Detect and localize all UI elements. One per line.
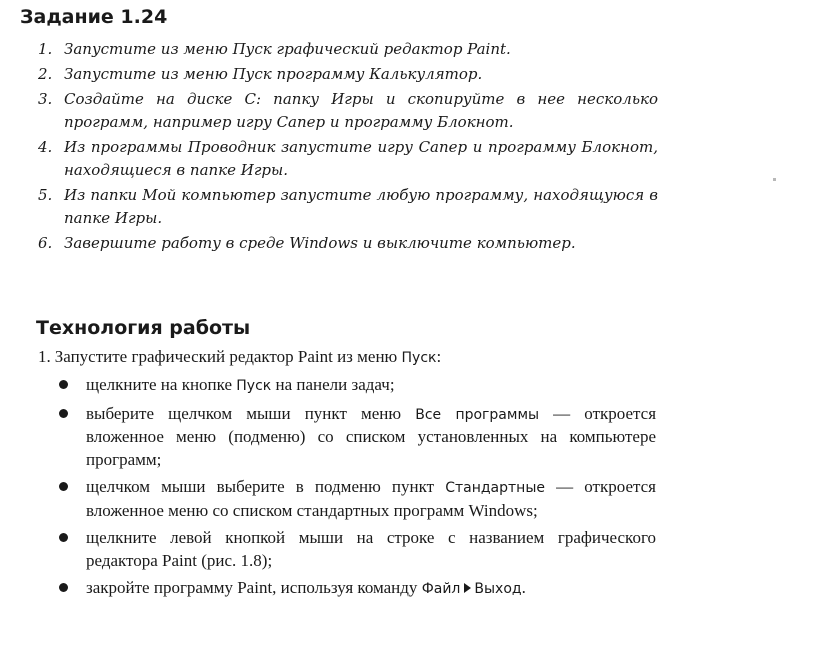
bullet-menu-term: Все программы (415, 406, 540, 423)
bullet-dot-icon (59, 583, 68, 592)
task-item-number: 5. (38, 186, 53, 204)
bullet-text: щелкните левой кнопкой мыши на строке с названием графического редактора Paint (рис. 1.8); (86, 528, 656, 570)
task-item-6 (38, 232, 658, 255)
bullet-item-4 (56, 527, 656, 572)
bullet-text-end: . (521, 578, 526, 597)
bullet-text-end: — откроется вложенное меню со списком стандартных программ Windows; (86, 477, 657, 520)
task-item-1 (38, 38, 658, 61)
task-item-text: Запустите из меню Пуск графический редактор Paint. (64, 40, 511, 58)
task-item-2 (38, 63, 658, 86)
technology-step-1 (38, 345, 658, 370)
step-text: Запустите графический редактор Paint из меню (54, 347, 402, 366)
bullet-dot-icon (59, 533, 68, 542)
task-item-3 (38, 88, 658, 134)
task-item-text: Завершите работу в среде Windows и выключите компьютер. (64, 234, 576, 252)
bullet-dot-icon (59, 380, 68, 389)
bullet-text-end: — откроется вложенное меню (подменю) со списком установленных на компьютере программ; (86, 403, 657, 469)
task-item-number: 4. (38, 138, 53, 156)
task-item-text: Создайте на диске С: папку Игры и скопируйте в нее несколько программ, например игру Сапер и программу Блокнот. (64, 90, 658, 131)
task-item-number: 3. (38, 90, 53, 108)
step-number: 1. (38, 347, 51, 366)
bullet-text: щелкните на кнопке (86, 375, 237, 394)
task-item-number: 6. (38, 234, 53, 252)
bullet-text-end: на панели задач; (271, 375, 395, 394)
bullet-menu-term: Стандартные (445, 480, 546, 496)
scan-speck (773, 178, 776, 181)
bullet-dot-icon (59, 482, 68, 491)
step-text-end: : (436, 347, 442, 366)
task-item-4 (38, 136, 658, 182)
technology-steps (38, 345, 658, 370)
bullet-text: выберите щелчком мыши пункт меню (86, 403, 416, 423)
task-item-number: 2. (38, 65, 53, 83)
bullet-menu-term-exit: Выход (474, 581, 522, 597)
bullet-menu-term-file: Файл (421, 581, 461, 597)
bullet-dot-icon (59, 409, 68, 418)
bullet-item-3 (56, 476, 656, 522)
task-heading: Задание 1.24 (20, 6, 168, 28)
step-menu-term: Пуск (401, 350, 437, 366)
bullet-list (56, 374, 656, 606)
task-item-text: Из папки Мой компьютер запустите любую программу, находящуюся в папке Игры. (64, 186, 658, 227)
bullet-text: закройте программу Paint, используя команду (86, 578, 422, 597)
task-item-text: Из программы Проводник запустите игру Сапер и программу Блокнот, находящиеся в папке Игры. (64, 138, 658, 179)
task-list (38, 38, 658, 257)
bullet-item-2 (56, 403, 656, 472)
bullet-menu-term: Пуск (236, 378, 272, 394)
bullet-item-5 (56, 577, 656, 601)
technology-heading: Технология работы (36, 317, 251, 339)
task-item-5 (38, 184, 658, 230)
task-item-text: Запустите из меню Пуск программу Калькулятор. (64, 65, 483, 83)
menu-arrow-icon (464, 583, 471, 593)
bullet-text: щелчком мыши выберите в подменю пункт (86, 477, 446, 496)
bullet-item-1 (56, 374, 656, 398)
task-item-number: 1. (38, 40, 53, 58)
